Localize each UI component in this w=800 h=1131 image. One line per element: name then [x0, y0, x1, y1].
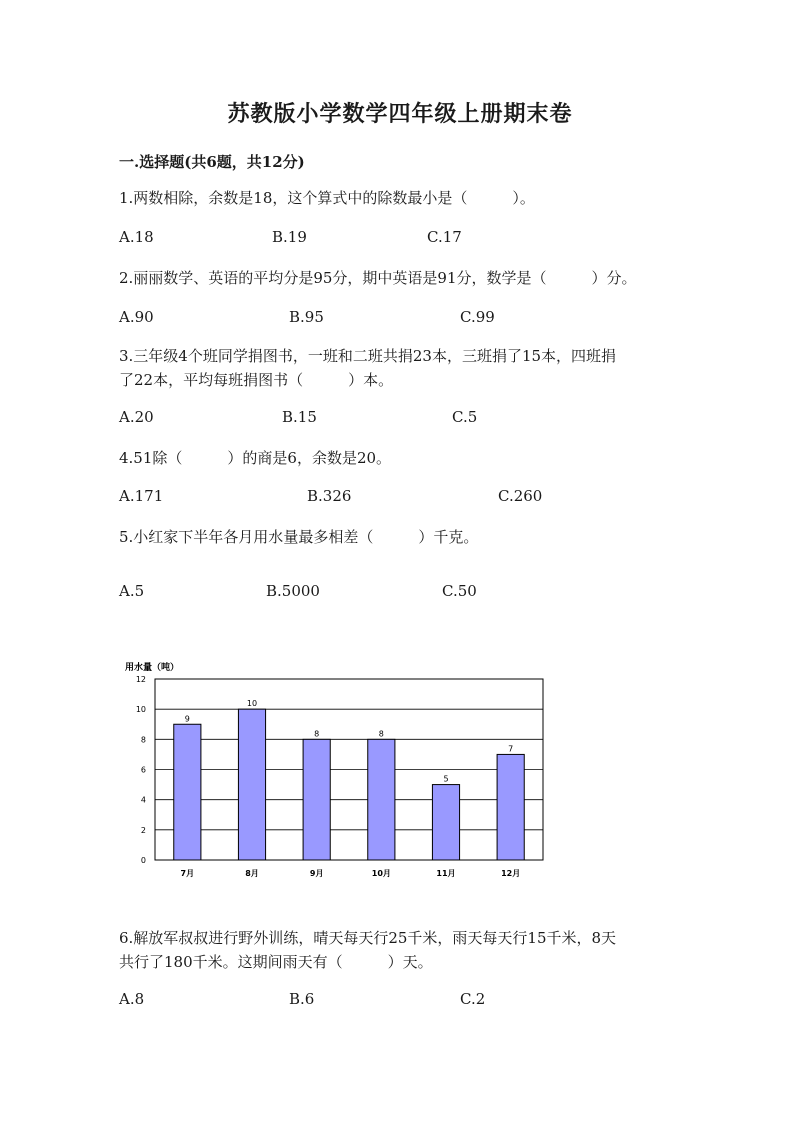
chart-data-label: 9	[184, 714, 190, 724]
chart-data-label: 8	[378, 729, 384, 739]
question-5-option-c: C.50	[442, 582, 477, 600]
question-6-option-c: C.2	[460, 990, 486, 1008]
chart-bar	[497, 754, 524, 860]
water-usage-bar-chart	[119, 656, 559, 886]
chart-x-tick-label: 12月	[501, 869, 521, 878]
question-6-option-b: B.6	[289, 990, 315, 1008]
chart-data-label: 8	[314, 729, 320, 739]
chart-bar	[368, 739, 395, 860]
chart-data-label: 5	[443, 774, 449, 784]
question-3-text-line-2: 了22本，平均每班捐图书（ ）本。	[119, 371, 394, 389]
chart-y-tick-label: 10	[135, 705, 146, 715]
chart-bar	[432, 785, 459, 860]
question-3-option-c: C.5	[452, 408, 478, 426]
question-1-option-b: B.19	[272, 228, 307, 246]
page-title: 苏教版小学数学四年级上册期末卷	[227, 101, 573, 127]
question-2-option-c: C.99	[460, 308, 495, 326]
question-5-text: 5.小红家下半年各月用水量最多相差（ ）千克。	[119, 528, 479, 546]
question-6-text-line-1: 6.解放军叔叔进行野外训练，晴天每天行25千米，雨天每天行15千米，8天	[119, 929, 617, 947]
question-6-option-a: A.8	[119, 990, 145, 1008]
question-2-text: 2.丽丽数学、英语的平均分是95分，期中英语是91分，数学是（ ）分。	[119, 269, 637, 287]
chart-x-tick-label: 11月	[436, 869, 456, 878]
question-4-option-b: B.326	[307, 487, 352, 505]
chart-y-tick-label: 12	[135, 675, 146, 684]
chart-y-tick-label: 6	[140, 765, 146, 775]
section-heading: 一.选择题(共6题，共12分)	[119, 153, 305, 171]
chart-bar	[303, 739, 330, 860]
chart-x-tick-label: 10月	[371, 869, 391, 878]
chart-bar	[238, 709, 265, 860]
question-5-option-b: B.5000	[266, 582, 320, 600]
question-3-option-b: B.15	[282, 408, 317, 426]
question-4-text: 4.51除（ ）的商是6，余数是20。	[119, 449, 392, 467]
question-6-text-line-2: 共行了180千米。这期间雨天有（ ）天。	[119, 953, 433, 971]
question-5-option-a: A.5	[119, 582, 145, 600]
chart-y-tick-label: 8	[140, 735, 146, 745]
question-2-option-a: A.90	[119, 308, 154, 326]
chart-x-tick-label: 8月	[245, 869, 259, 878]
chart-y-tick-label: 2	[140, 825, 146, 835]
chart-y-axis-label: 用水量（吨）	[125, 663, 180, 673]
question-3-text-line-1: 3.三年级4个班同学捐图书，一班和二班共捐23本，三班捐了15本，四班捐	[119, 347, 617, 365]
question-2-option-b: B.95	[289, 308, 324, 326]
question-4-option-c: C.260	[498, 487, 543, 505]
chart-y-tick-label: 4	[140, 795, 146, 805]
chart-bar	[174, 724, 201, 860]
chart-data-label: 10	[246, 699, 258, 709]
chart-x-tick-label: 7月	[180, 869, 195, 878]
chart-x-tick-label: 9月	[309, 869, 324, 878]
question-3-option-a: A.20	[119, 408, 154, 426]
question-1-option-a: A.18	[119, 228, 154, 246]
chart-y-tick-label: 0	[140, 856, 146, 865]
chart-data-label: 7	[508, 744, 514, 754]
question-4-option-a: A.171	[119, 487, 164, 505]
question-1-option-c: C.17	[427, 228, 462, 246]
question-1-text: 1.两数相除，余数是18，这个算式中的除数最小是（ ）。	[119, 189, 535, 207]
